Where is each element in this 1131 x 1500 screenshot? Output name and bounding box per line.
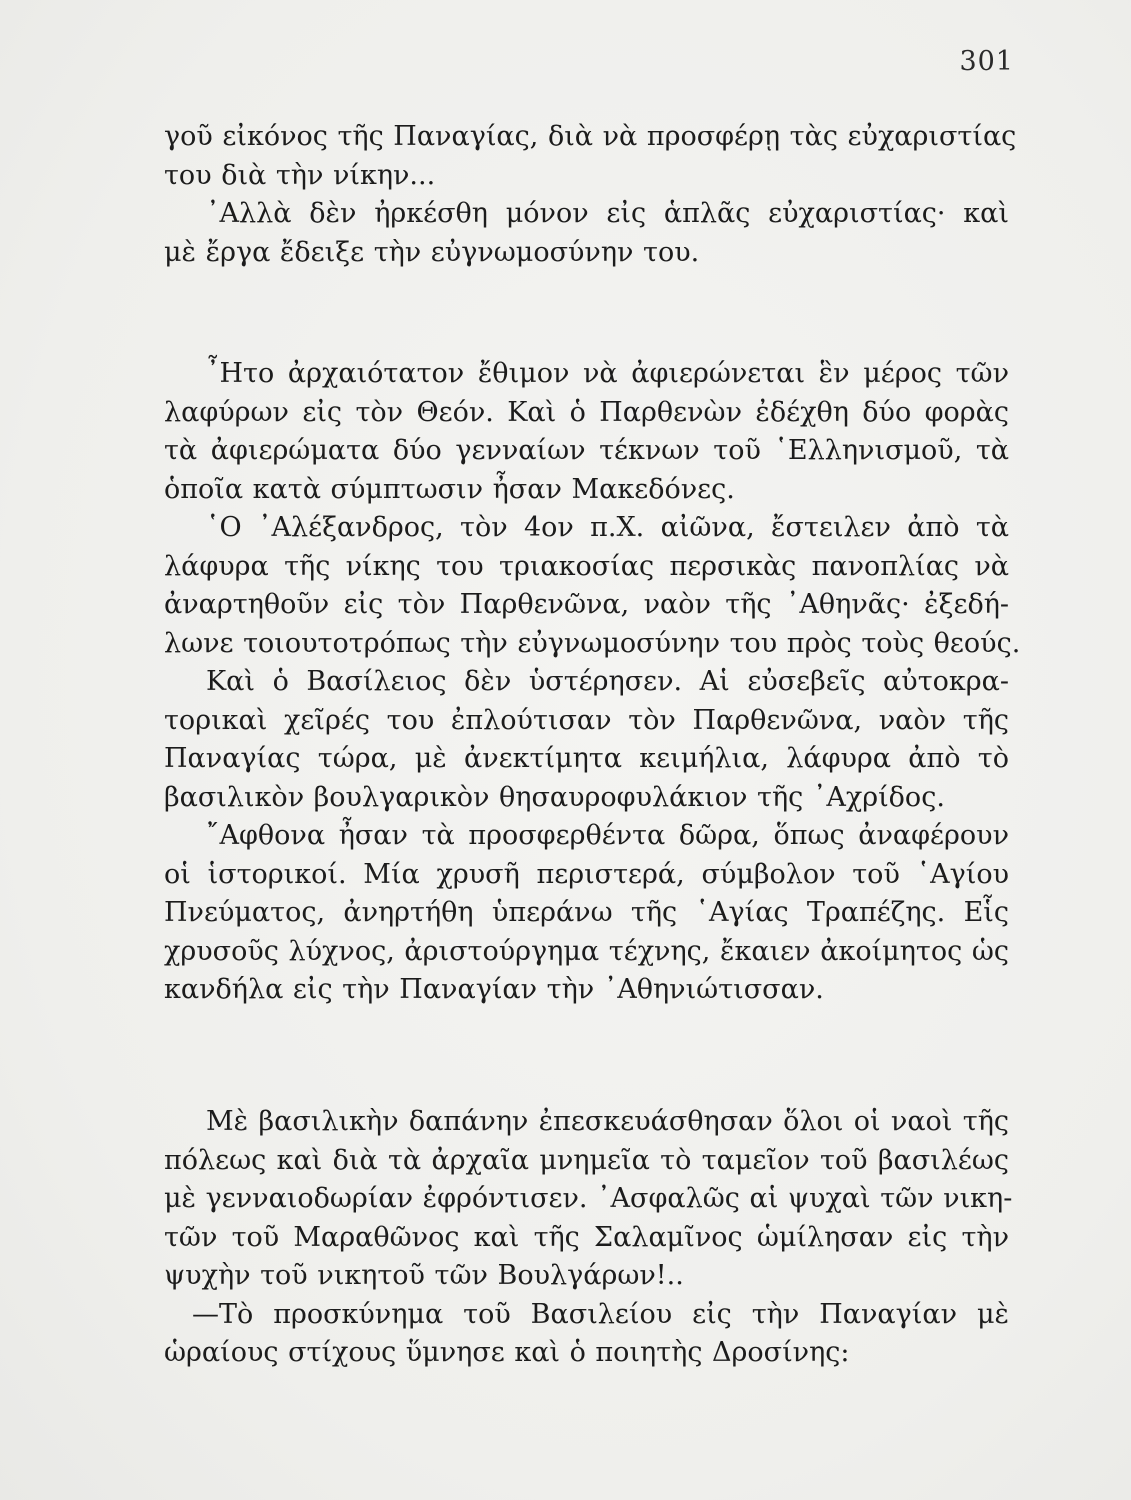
text-block-3 (164, 1103, 1013, 1373)
page-number: 301 (959, 46, 1014, 77)
text-line: Μὲ βασιλικὴν δαπάνην ἐπεσκευάσθησαν ὅλοι οἱ ναοὶ τῆς (206, 1106, 1009, 1137)
text-line: λωνε τοιουτοτρόπως τὴν εὐγνωμοσύνην του πρὸς τοὺς θεούς. (164, 627, 1021, 659)
text-line: τῶν τοῦ Μαραθῶνος καὶ τῆς Σαλαμῖνος ὡμίλησαν εἰς τὴν (164, 1221, 1009, 1253)
text-line: ὡραίους στίχους ὕμνησε καὶ ὁ ποιητὴς Δροσίνης: (164, 1337, 850, 1368)
text-line: λαφύρων εἰς τὸν Θεόν. Καὶ ὁ Παρθενὼν ἐδέχθη δύο φορὰς (164, 396, 1009, 428)
text-line: γοῦ εἰκόνος τῆς Παναγίας, διὰ νὰ προσφέρῃ τὰς εὐχαριστίας (164, 121, 1017, 152)
text-line: βασιλικὸν βουλγαρικὸν θησαυροφυλάκιον τῆς ᾿Αχρίδος. (164, 781, 945, 813)
text-line: ῾Ο ᾿Αλέξανδρος, τὸν 4ον π.Χ. αἰῶνα, ἔστειλεν ἀπὸ τὰ (206, 512, 1009, 543)
text-line: ἀναρτηθοῦν εἰς τὸν Παρθενῶνα, ναὸν τῆς ᾿Αθηνᾶς· ἐξεδή- (164, 589, 1009, 620)
text-line: ψυχὴν τοῦ νικητοῦ τῶν Βουλγάρων!.. (164, 1260, 684, 1291)
text-line: του διὰ τὴν νίκην... (164, 159, 436, 191)
text-line: ῏Ητο ἀρχαιότατον ἔθιμον νὰ ἀφιερώνεται ἓν μέρος τῶν (206, 358, 1009, 389)
text-block-2 (164, 355, 1021, 1010)
text-line: Καὶ ὁ Βασίλειος δὲν ὑστέρησεν. Αἱ εὐσεβεῖς αὐτοκρα- (206, 666, 1009, 697)
text-block-1 (164, 118, 1017, 272)
text-line: λάφυρα τῆς νίκης του τριακοσίας περσικὰς πανοπλίας νὰ (164, 550, 1009, 582)
text-line: τὰ ἀφιερώματα δύο γενναίων τέκνων τοῦ ῾Ελληνισμοῦ, τὰ (164, 435, 1009, 466)
text-line: —Τὸ προσκύνημα τοῦ Βασιλείου εἰς τὴν Παναγίαν μὲ (192, 1298, 1009, 1330)
text-line: χρυσοῦς λύχνος, ἀριστούργημα τέχνης, ἔκαιεν ἀκοίμητος ὡς (164, 935, 1009, 967)
text-line: Παναγίας τώρα, μὲ ἀνεκτίμητα κειμήλια, λάφυρα ἀπὸ τὸ (164, 743, 1009, 774)
text-line: οἱ ἱστορικοί. Μία χρυσῆ περιστερά, σύμβολον τοῦ ῾Αγίου (164, 858, 1009, 890)
text-line: τορικαὶ χεῖρές του ἐπλούτισαν τὸν Παρθενῶνα, ναὸν τῆς (164, 704, 1009, 736)
text-line: μὲ ἔργα ἔδειξε τὴν εὐγνωμοσύνην του. (164, 236, 700, 268)
text-line: μὲ γενναιοδωρίαν ἐφρόντισεν. ᾿Ασφαλῶς αἱ ψυχαὶ τῶν νικη- (164, 1183, 1013, 1214)
text-line: ὁποῖα κατὰ σύμπτωσιν ἦσαν Μακεδόνες. (164, 473, 735, 505)
text-line: Πνεύματος, ἀνηρτήθη ὑπεράνω τῆς ῾Αγίας Τραπέζης. Εἷς (164, 897, 1009, 928)
text-line: ᾿Αλλὰ δὲν ἠρκέσθη μόνον εἰς ἁπλᾶς εὐχαριστίας· καὶ (206, 198, 1009, 229)
text-line: πόλεως καὶ διὰ τὰ ἀρχαῖα μνημεῖα τὸ ταμεῖον τοῦ βασιλέως (164, 1144, 1009, 1176)
text-line: κανδήλα εἰς τὴν Παναγίαν τὴν ᾿Αθηνιώτισσαν. (164, 974, 824, 1005)
text-line: ῎Αφθονα ἦσαν τὰ προσφερθέντα δῶρα, ὅπως ἀναφέρουν (206, 820, 1009, 851)
